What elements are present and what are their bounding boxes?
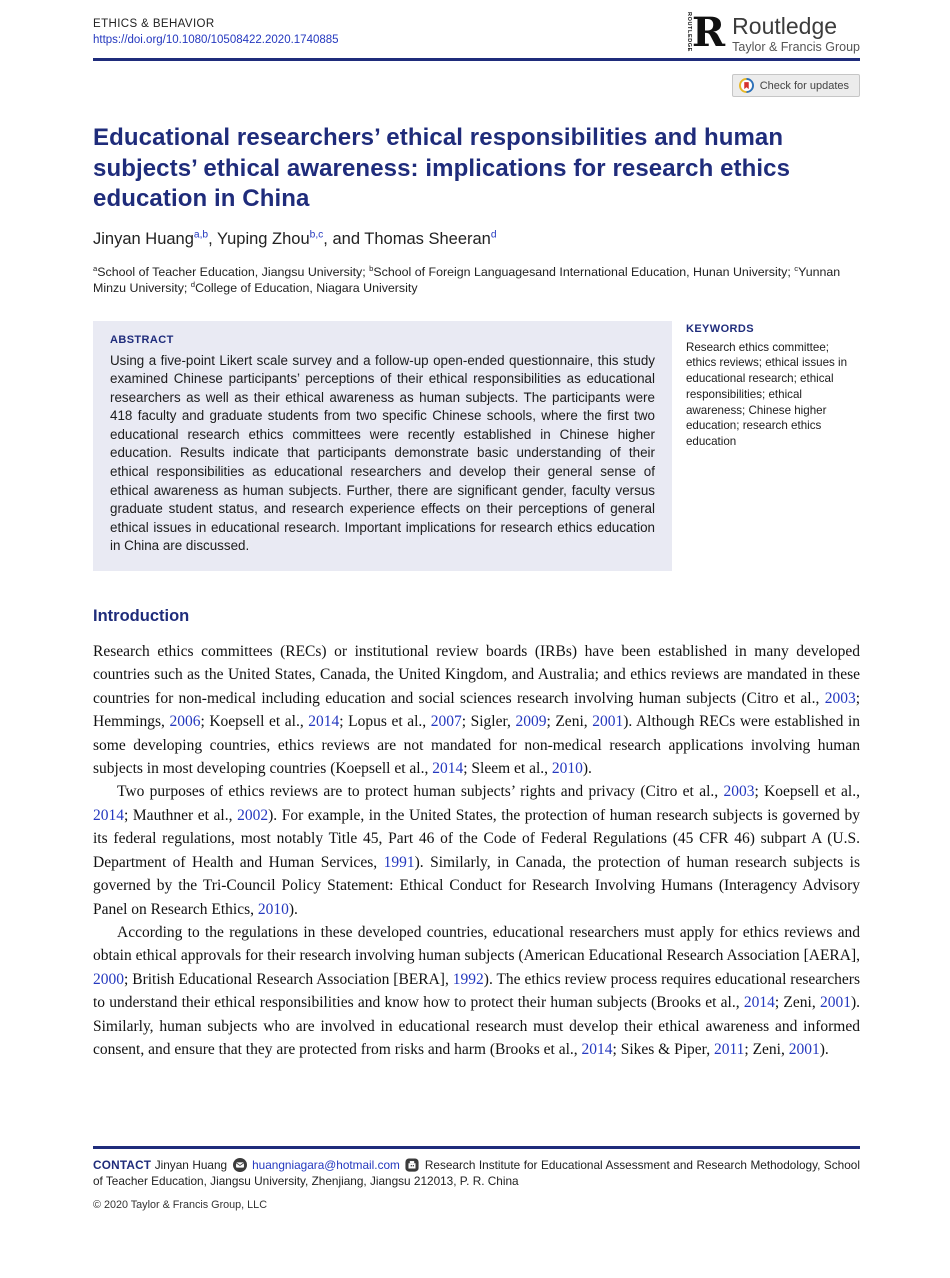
citation-link[interactable]: 2014	[743, 994, 775, 1012]
routledge-r-icon: R	[691, 9, 726, 56]
affiliations: $^a$School of Teacher Education, Jiangsu University; $^b$School of Foreign Languagesand International Education, Hunan University; $^c$Yunnan Minzu University; $^d$College of Education, Niagara University	[93, 263, 841, 295]
header-rule	[93, 58, 860, 61]
paragraph-1: Research ethics committees (RECs) or institutional review boards (IRBs) have been established in many developed countries such as the United States, Canada, the United Kingdom, and Australia; and ethics reviews are mandated in these countries for non-medical including education and social sciences research involving human subjects (Citro et al., 2003; Hemmings, 2006; Koepsell et al., 2014; Lopus et al., 2007; Sigler, 2009; Zeni, 2001). Although RECs were established in some developing countries, ethics reviews are not mandated for non-medical research applications involving human subjects in most developing countries (Koepsell et al., 2014; Sleem et al., 2010).	[93, 643, 860, 778]
citation-link[interactable]: 2010	[551, 760, 583, 778]
abstract-text: Using a five-point Likert scale survey and a follow-up open-ended questionnaire, this study examined Chinese participants’ perceptions of their ethical responsibilities as educational researchers as well as their ethical awareness as human subjects. The participants were 418 faculty and graduate students from two specific Chinese schools, where the first two educational research ethics committees were recently established in Chinese higher education. Results indicate that participants demonstrate basic understanding of their ethical responsibilities as educational researchers and develop their general sense of ethical awareness as human subjects. Further, there are significant gender, faculty versus graduate student status, and research experience effects on their perceptions of general ethical issues in educational research. Important implications for research ethics education in China are discussed.	[110, 352, 655, 554]
affiliation-icon	[405, 1158, 419, 1172]
publisher-wordmark	[732, 12, 860, 54]
abstract-keywords-row	[93, 321, 860, 572]
citation-link[interactable]: 2014	[432, 760, 464, 778]
affiliation-superscript: b	[369, 263, 374, 273]
authors-line: Jinyan Huang$^{a,b}$, Yuping Zhou$^{b,c}$, and Thomas Sheeran$^d$	[93, 229, 497, 248]
affiliation-superscript: d	[190, 279, 196, 289]
publisher-group: Taylor & Francis Group	[732, 40, 860, 54]
contact-label: CONTACT	[93, 1157, 152, 1172]
citation-link[interactable]: 2014	[93, 806, 124, 824]
masthead	[93, 9, 860, 97]
citation-link[interactable]: 2014	[308, 713, 340, 731]
citation-link[interactable]: 1992	[452, 970, 484, 988]
article-body	[93, 607, 860, 1061]
paragraph-2: Two purposes of ethics reviews are to protect human subjects’ rights and privacy (Citro et al., 2003; Koepsell et al., 2014; Mauthner et al., 2002). For example, in the United States, the protection of human research subjects is governed by its federal regulations, most notably Title 45, Part 46 of the Code of Federal Regulations (45 CFR 46) subpart A (U.S. Department of Health and Human Services, 1991). Similarly, in Canada, the protection of human research subjects is governed by the Tri-Council Policy Statement: Ethical Conduct for Research Involving Humans (Interagency Advisory Panel on Research Ethics, 2010).	[93, 783, 860, 918]
citation-link[interactable]: 2009	[515, 713, 547, 731]
citation-link[interactable]: 2010	[257, 900, 289, 918]
crossmark-icon	[739, 78, 754, 93]
affiliation-superscript: a	[93, 263, 98, 273]
check-for-updates-button[interactable]	[732, 74, 860, 97]
citation-link[interactable]: 2003	[824, 689, 856, 707]
citation-link[interactable]: 2006	[169, 713, 201, 731]
citation-link[interactable]: 2014	[581, 1040, 613, 1058]
citation-link[interactable]: 2001	[819, 994, 851, 1012]
contact-line	[93, 1157, 860, 1190]
citation-link[interactable]: 2011	[713, 1040, 745, 1058]
publisher-logo	[685, 9, 860, 56]
citation-link[interactable]: 2001	[592, 713, 624, 731]
doi-link[interactable]: https://doi.org/10.1080/10508422.2020.1740885	[93, 34, 339, 46]
journal-block	[93, 14, 339, 48]
citation-link[interactable]: 1991	[383, 853, 415, 871]
contact-email-link[interactable]: huangniagara@hotmail.com	[252, 1157, 400, 1172]
routledge-mark	[685, 9, 726, 56]
article-title: Educational researchers’ ethical responsibilities and human subjects’ ethical awareness: implications for research ethics education in China	[93, 124, 791, 212]
affiliation-superscript: c	[794, 263, 799, 273]
abstract-label: ABSTRACT	[110, 333, 174, 346]
citation-link[interactable]: 2007	[430, 713, 462, 731]
contact-address: Research Institute for Educational Assessment and Research Methodology, School of Teacher Education, Jiangsu University, Zhenjiang, Jiangsu 212013, P. R. China	[93, 1157, 860, 1188]
email-icon	[233, 1158, 247, 1172]
section-heading-introduction: Introduction	[93, 607, 190, 626]
abstract-box	[93, 321, 672, 572]
author-affiliation-superscript: b,c	[309, 229, 324, 240]
keywords-box	[686, 321, 860, 572]
publisher-name: Routledge	[732, 13, 838, 39]
journal-title: ETHICS & BEHAVIOR	[93, 18, 215, 30]
routledge-vertical-text: ROUTLEDGE	[685, 12, 692, 52]
page-footer	[93, 1146, 860, 1211]
footer-rule	[93, 1146, 860, 1149]
citation-link[interactable]: 2000	[93, 970, 124, 988]
citation-link[interactable]: 2001	[788, 1040, 820, 1058]
author-affiliation-superscript: a,b	[193, 229, 209, 240]
paragraph-3: According to the regulations in these developed countries, educational researchers must apply for ethics reviews and obtain ethical approvals for their research involving human subjects (American Educational Research Association [AERA], 2000; British Educational Research Association [BERA], 1992). The ethics review process requires educational researchers to understand their ethical responsibilities and know how to protect their human subjects (Brooks et al., 2014; Zeni, 2001). Similarly, human subjects who are involved in educational research must develop their ethical awareness and informed consent, and ensure that they are protected from risks and harm (Brooks et al., 2014; Sikes & Piper, 2011; Zeni, 2001).	[93, 923, 860, 1058]
copyright-line: © 2020 Taylor & Francis Group, LLC	[93, 1198, 267, 1211]
check-for-updates-label: Check for updates	[759, 79, 849, 92]
citation-link[interactable]: 2003	[723, 783, 755, 801]
citation-link[interactable]: 2002	[237, 806, 269, 824]
keywords-text: Research ethics committee; ethics reviews; ethical issues in educational research; ethical responsibilities; ethical awareness; Chinese higher education; research ethics education	[685, 340, 848, 449]
author-affiliation-superscript: d	[490, 229, 497, 240]
keywords-label: KEYWORDS	[685, 322, 754, 335]
contact-name: Jinyan Huang	[154, 1157, 228, 1172]
